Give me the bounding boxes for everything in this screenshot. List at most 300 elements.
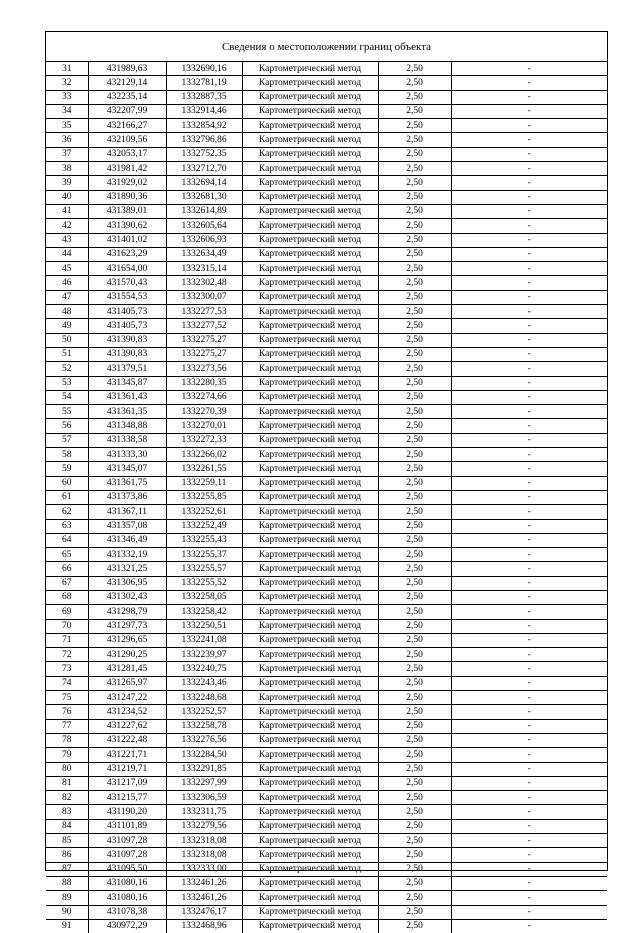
coordinate-x-cell: 431190,20 bbox=[88, 805, 166, 819]
coordinate-y-cell: 1332476,17 bbox=[166, 905, 242, 919]
coordinate-x-cell: 431234,52 bbox=[88, 705, 166, 719]
description-cell: - bbox=[451, 705, 607, 719]
coordinate-x-cell: 431361,75 bbox=[88, 476, 166, 490]
accuracy-cell: 2,50 bbox=[378, 62, 451, 76]
description-cell: - bbox=[451, 305, 607, 319]
method-cell: Картометрический метод bbox=[242, 462, 378, 476]
method-cell: Картометрический метод bbox=[242, 119, 378, 133]
coordinate-y-cell: 1332270,01 bbox=[166, 419, 242, 433]
accuracy-cell: 2,50 bbox=[378, 147, 451, 161]
table-row bbox=[46, 605, 607, 619]
coordinate-x-cell: 431361,43 bbox=[88, 390, 166, 404]
table-row bbox=[46, 919, 607, 933]
description-cell: - bbox=[451, 805, 607, 819]
coordinate-y-cell: 1332468,96 bbox=[166, 919, 242, 933]
method-cell: Картометрический метод bbox=[242, 233, 378, 247]
description-cell: - bbox=[451, 176, 607, 190]
accuracy-cell: 2,50 bbox=[378, 562, 451, 576]
accuracy-cell: 2,50 bbox=[378, 862, 451, 876]
coordinate-y-cell: 1332250,51 bbox=[166, 619, 242, 633]
description-cell: - bbox=[451, 162, 607, 176]
table-row bbox=[46, 233, 607, 247]
point-number-cell: 59 bbox=[46, 462, 88, 476]
coordinate-x-cell: 431390,83 bbox=[88, 333, 166, 347]
coordinate-x-cell: 431357,08 bbox=[88, 519, 166, 533]
point-number-cell: 58 bbox=[46, 448, 88, 462]
method-cell: Картометрический метод bbox=[242, 576, 378, 590]
coordinate-x-cell: 431215,77 bbox=[88, 791, 166, 805]
coordinate-y-cell: 1332284,50 bbox=[166, 748, 242, 762]
coordinate-x-cell: 431981,42 bbox=[88, 162, 166, 176]
description-cell: - bbox=[451, 862, 607, 876]
point-number-cell: 52 bbox=[46, 362, 88, 376]
table-row bbox=[46, 305, 607, 319]
table-row bbox=[46, 204, 607, 218]
accuracy-cell: 2,50 bbox=[378, 590, 451, 604]
table-row bbox=[46, 505, 607, 519]
coordinate-y-cell: 1332275,27 bbox=[166, 333, 242, 347]
table-row bbox=[46, 819, 607, 833]
point-number-cell: 68 bbox=[46, 590, 88, 604]
coordinate-x-cell: 431302,43 bbox=[88, 590, 166, 604]
description-cell: - bbox=[451, 319, 607, 333]
description-cell: - bbox=[451, 819, 607, 833]
coordinate-y-cell: 1332255,43 bbox=[166, 533, 242, 547]
description-cell: - bbox=[451, 276, 607, 290]
coordinate-y-cell: 1332306,59 bbox=[166, 791, 242, 805]
table-row bbox=[46, 176, 607, 190]
point-number-cell: 79 bbox=[46, 748, 88, 762]
coordinate-y-cell: 1332255,85 bbox=[166, 490, 242, 504]
point-number-cell: 65 bbox=[46, 548, 88, 562]
coordinate-y-cell: 1332887,35 bbox=[166, 90, 242, 104]
table-row bbox=[46, 719, 607, 733]
coordinate-y-cell: 1332255,37 bbox=[166, 548, 242, 562]
description-cell: - bbox=[451, 505, 607, 519]
accuracy-cell: 2,50 bbox=[378, 319, 451, 333]
point-number-cell: 41 bbox=[46, 204, 88, 218]
accuracy-cell: 2,50 bbox=[378, 233, 451, 247]
coordinate-x-cell: 431097,28 bbox=[88, 834, 166, 848]
method-cell: Картометрический метод bbox=[242, 76, 378, 90]
coordinate-y-cell: 1332318,08 bbox=[166, 834, 242, 848]
method-cell: Картометрический метод bbox=[242, 533, 378, 547]
coordinate-x-cell: 431097,28 bbox=[88, 848, 166, 862]
coordinate-x-cell: 431332,19 bbox=[88, 548, 166, 562]
coordinate-y-cell: 1332318,08 bbox=[166, 848, 242, 862]
description-cell: - bbox=[451, 62, 607, 76]
table-row bbox=[46, 76, 607, 90]
coordinate-y-cell: 1332252,49 bbox=[166, 519, 242, 533]
method-cell: Картометрический метод bbox=[242, 376, 378, 390]
method-cell: Картометрический метод bbox=[242, 662, 378, 676]
coordinate-y-cell: 1332914,46 bbox=[166, 104, 242, 118]
method-cell: Картометрический метод bbox=[242, 505, 378, 519]
method-cell: Картометрический метод bbox=[242, 805, 378, 819]
description-cell: - bbox=[451, 262, 607, 276]
coordinate-y-cell: 1332315,14 bbox=[166, 262, 242, 276]
method-cell: Картометрический метод bbox=[242, 147, 378, 161]
table-body bbox=[46, 62, 607, 933]
table-row bbox=[46, 834, 607, 848]
coordinate-y-cell: 1332302,48 bbox=[166, 276, 242, 290]
coordinate-x-cell: 431338,58 bbox=[88, 433, 166, 447]
method-cell: Картометрический метод bbox=[242, 748, 378, 762]
method-cell: Картометрический метод bbox=[242, 419, 378, 433]
point-number-cell: 80 bbox=[46, 762, 88, 776]
accuracy-cell: 2,50 bbox=[378, 676, 451, 690]
coordinate-x-cell: 431989,63 bbox=[88, 62, 166, 76]
coordinate-y-cell: 1332255,57 bbox=[166, 562, 242, 576]
coordinate-x-cell: 431346,49 bbox=[88, 533, 166, 547]
coordinate-x-cell: 431379,51 bbox=[88, 362, 166, 376]
coordinate-x-cell: 431281,45 bbox=[88, 662, 166, 676]
table-row bbox=[46, 891, 607, 905]
method-cell: Картометрический метод bbox=[242, 262, 378, 276]
table-row bbox=[46, 319, 607, 333]
point-number-cell: 67 bbox=[46, 576, 88, 590]
accuracy-cell: 2,50 bbox=[378, 505, 451, 519]
accuracy-cell: 2,50 bbox=[378, 362, 451, 376]
table-row bbox=[46, 619, 607, 633]
point-number-cell: 84 bbox=[46, 819, 88, 833]
accuracy-cell: 2,50 bbox=[378, 219, 451, 233]
method-cell: Картометрический метод bbox=[242, 176, 378, 190]
method-cell: Картометрический метод bbox=[242, 633, 378, 647]
accuracy-cell: 2,50 bbox=[378, 605, 451, 619]
method-cell: Картометрический метод bbox=[242, 862, 378, 876]
table-row bbox=[46, 262, 607, 276]
coordinate-y-cell: 1332854,92 bbox=[166, 119, 242, 133]
accuracy-cell: 2,50 bbox=[378, 490, 451, 504]
description-cell: - bbox=[451, 490, 607, 504]
description-cell: - bbox=[451, 919, 607, 933]
coordinate-y-cell: 1332694,14 bbox=[166, 176, 242, 190]
description-cell: - bbox=[451, 733, 607, 747]
point-number-cell: 64 bbox=[46, 533, 88, 547]
description-cell: - bbox=[451, 233, 607, 247]
description-cell: - bbox=[451, 762, 607, 776]
table-row bbox=[46, 633, 607, 647]
coordinate-y-cell: 1332461,26 bbox=[166, 876, 242, 890]
table-row bbox=[46, 362, 607, 376]
method-cell: Картометрический метод bbox=[242, 733, 378, 747]
table-row bbox=[46, 119, 607, 133]
table-row bbox=[46, 462, 607, 476]
coordinate-y-cell: 1332690,16 bbox=[166, 62, 242, 76]
method-cell: Картометрический метод bbox=[242, 162, 378, 176]
method-cell: Картометрический метод bbox=[242, 605, 378, 619]
method-cell: Картометрический метод bbox=[242, 905, 378, 919]
point-number-cell: 88 bbox=[46, 876, 88, 890]
method-cell: Картометрический метод bbox=[242, 448, 378, 462]
accuracy-cell: 2,50 bbox=[378, 819, 451, 833]
accuracy-cell: 2,50 bbox=[378, 433, 451, 447]
accuracy-cell: 2,50 bbox=[378, 262, 451, 276]
method-cell: Картометрический метод bbox=[242, 319, 378, 333]
coordinate-x-cell: 431554,53 bbox=[88, 290, 166, 304]
accuracy-cell: 2,50 bbox=[378, 419, 451, 433]
method-cell: Картометрический метод bbox=[242, 347, 378, 361]
point-number-cell: 87 bbox=[46, 862, 88, 876]
description-cell: - bbox=[451, 133, 607, 147]
table-row bbox=[46, 776, 607, 790]
point-number-cell: 62 bbox=[46, 505, 88, 519]
point-number-cell: 44 bbox=[46, 247, 88, 261]
coordinate-x-cell: 431080,16 bbox=[88, 891, 166, 905]
accuracy-cell: 2,50 bbox=[378, 376, 451, 390]
table-row bbox=[46, 104, 607, 118]
point-number-cell: 56 bbox=[46, 419, 88, 433]
accuracy-cell: 2,50 bbox=[378, 119, 451, 133]
coordinate-x-cell: 431095,50 bbox=[88, 862, 166, 876]
coordinate-y-cell: 1332279,56 bbox=[166, 819, 242, 833]
accuracy-cell: 2,50 bbox=[378, 891, 451, 905]
coordinate-y-cell: 1332273,56 bbox=[166, 362, 242, 376]
coordinate-y-cell: 1332274,66 bbox=[166, 390, 242, 404]
table-row bbox=[46, 876, 607, 890]
method-cell: Картометрический метод bbox=[242, 219, 378, 233]
accuracy-cell: 2,50 bbox=[378, 748, 451, 762]
coordinate-y-cell: 1332297,99 bbox=[166, 776, 242, 790]
coordinate-x-cell: 431296,65 bbox=[88, 633, 166, 647]
accuracy-cell: 2,50 bbox=[378, 648, 451, 662]
method-cell: Картометрический метод bbox=[242, 276, 378, 290]
accuracy-cell: 2,50 bbox=[378, 719, 451, 733]
point-number-cell: 48 bbox=[46, 305, 88, 319]
point-number-cell: 33 bbox=[46, 90, 88, 104]
point-number-cell: 51 bbox=[46, 347, 88, 361]
accuracy-cell: 2,50 bbox=[378, 176, 451, 190]
table-row bbox=[46, 276, 607, 290]
point-number-cell: 90 bbox=[46, 905, 88, 919]
method-cell: Картометрический метод bbox=[242, 90, 378, 104]
description-cell: - bbox=[451, 476, 607, 490]
description-cell: - bbox=[451, 405, 607, 419]
point-number-cell: 61 bbox=[46, 490, 88, 504]
coordinate-x-cell: 431929,02 bbox=[88, 176, 166, 190]
method-cell: Картометрический метод bbox=[242, 305, 378, 319]
point-number-cell: 83 bbox=[46, 805, 88, 819]
coordinate-y-cell: 1332272,33 bbox=[166, 433, 242, 447]
method-cell: Картометрический метод bbox=[242, 519, 378, 533]
description-cell: - bbox=[451, 533, 607, 547]
method-cell: Картометрический метод bbox=[242, 247, 378, 261]
point-number-cell: 38 bbox=[46, 162, 88, 176]
method-cell: Картометрический метод bbox=[242, 648, 378, 662]
point-number-cell: 57 bbox=[46, 433, 88, 447]
accuracy-cell: 2,50 bbox=[378, 90, 451, 104]
method-cell: Картометрический метод bbox=[242, 676, 378, 690]
description-cell: - bbox=[451, 876, 607, 890]
accuracy-cell: 2,50 bbox=[378, 448, 451, 462]
description-cell: - bbox=[451, 333, 607, 347]
method-cell: Картометрический метод bbox=[242, 405, 378, 419]
description-cell: - bbox=[451, 247, 607, 261]
description-cell: - bbox=[451, 648, 607, 662]
coordinate-x-cell: 431345,07 bbox=[88, 462, 166, 476]
coordinate-y-cell: 1332258,05 bbox=[166, 590, 242, 604]
description-cell: - bbox=[451, 204, 607, 218]
coordinate-y-cell: 1332291,85 bbox=[166, 762, 242, 776]
coordinate-x-cell: 431890,36 bbox=[88, 190, 166, 204]
table-row bbox=[46, 490, 607, 504]
table-row bbox=[46, 333, 607, 347]
method-cell: Картометрический метод bbox=[242, 390, 378, 404]
accuracy-cell: 2,50 bbox=[378, 919, 451, 933]
point-number-cell: 74 bbox=[46, 676, 88, 690]
coordinate-y-cell: 1332752,35 bbox=[166, 147, 242, 161]
description-cell: - bbox=[451, 605, 607, 619]
point-number-cell: 43 bbox=[46, 233, 88, 247]
description-cell: - bbox=[451, 347, 607, 361]
description-cell: - bbox=[451, 834, 607, 848]
accuracy-cell: 2,50 bbox=[378, 390, 451, 404]
coordinate-y-cell: 1332258,78 bbox=[166, 719, 242, 733]
accuracy-cell: 2,50 bbox=[378, 204, 451, 218]
table-row bbox=[46, 748, 607, 762]
method-cell: Картометрический метод bbox=[242, 691, 378, 705]
coordinate-y-cell: 1332240,75 bbox=[166, 662, 242, 676]
description-cell: - bbox=[451, 390, 607, 404]
point-number-cell: 39 bbox=[46, 176, 88, 190]
accuracy-cell: 2,50 bbox=[378, 848, 451, 862]
method-cell: Картометрический метод bbox=[242, 590, 378, 604]
accuracy-cell: 2,50 bbox=[378, 162, 451, 176]
accuracy-cell: 2,50 bbox=[378, 405, 451, 419]
method-cell: Картометрический метод bbox=[242, 876, 378, 890]
coordinate-x-cell: 431623,29 bbox=[88, 247, 166, 261]
accuracy-cell: 2,50 bbox=[378, 519, 451, 533]
point-number-cell: 81 bbox=[46, 776, 88, 790]
table-row bbox=[46, 133, 607, 147]
description-cell: - bbox=[451, 519, 607, 533]
coordinate-x-cell: 431367,11 bbox=[88, 505, 166, 519]
description-cell: - bbox=[451, 548, 607, 562]
accuracy-cell: 2,50 bbox=[378, 576, 451, 590]
point-number-cell: 86 bbox=[46, 848, 88, 862]
description-cell: - bbox=[451, 776, 607, 790]
point-number-cell: 82 bbox=[46, 791, 88, 805]
point-number-cell: 46 bbox=[46, 276, 88, 290]
table-row bbox=[46, 247, 607, 261]
coordinate-y-cell: 1332252,61 bbox=[166, 505, 242, 519]
coordinate-y-cell: 1332258,42 bbox=[166, 605, 242, 619]
coordinate-x-cell: 432166,27 bbox=[88, 119, 166, 133]
coordinate-y-cell: 1332614,89 bbox=[166, 204, 242, 218]
coordinate-y-cell: 1332259,11 bbox=[166, 476, 242, 490]
accuracy-cell: 2,50 bbox=[378, 476, 451, 490]
table-row bbox=[46, 533, 607, 547]
description-cell: - bbox=[451, 619, 607, 633]
description-cell: - bbox=[451, 190, 607, 204]
table-row bbox=[46, 733, 607, 747]
coordinate-x-cell: 431401,02 bbox=[88, 233, 166, 247]
description-cell: - bbox=[451, 419, 607, 433]
method-cell: Картометрический метод bbox=[242, 791, 378, 805]
coordinate-x-cell: 431348,88 bbox=[88, 419, 166, 433]
boundary-points-table bbox=[46, 62, 607, 933]
point-number-cell: 47 bbox=[46, 290, 88, 304]
description-cell: - bbox=[451, 219, 607, 233]
point-number-cell: 69 bbox=[46, 605, 88, 619]
accuracy-cell: 2,50 bbox=[378, 133, 451, 147]
coordinate-x-cell: 431321,25 bbox=[88, 562, 166, 576]
method-cell: Картометрический метод bbox=[242, 919, 378, 933]
coordinate-y-cell: 1332781,19 bbox=[166, 76, 242, 90]
coordinate-x-cell: 431080,16 bbox=[88, 876, 166, 890]
coordinate-y-cell: 1332277,53 bbox=[166, 305, 242, 319]
point-number-cell: 49 bbox=[46, 319, 88, 333]
coordinate-x-cell: 431405,73 bbox=[88, 305, 166, 319]
coordinate-y-cell: 1332241,08 bbox=[166, 633, 242, 647]
coordinate-x-cell: 431078,38 bbox=[88, 905, 166, 919]
method-cell: Картометрический метод bbox=[242, 62, 378, 76]
accuracy-cell: 2,50 bbox=[378, 104, 451, 118]
coordinate-x-cell: 431389,01 bbox=[88, 204, 166, 218]
method-cell: Картометрический метод bbox=[242, 762, 378, 776]
table-row bbox=[46, 448, 607, 462]
accuracy-cell: 2,50 bbox=[378, 691, 451, 705]
document-frame bbox=[45, 31, 608, 932]
method-cell: Картометрический метод bbox=[242, 891, 378, 905]
method-cell: Картометрический метод bbox=[242, 204, 378, 218]
table-row bbox=[46, 147, 607, 161]
point-number-cell: 32 bbox=[46, 76, 88, 90]
description-cell: - bbox=[451, 119, 607, 133]
description-cell: - bbox=[451, 562, 607, 576]
table-row bbox=[46, 905, 607, 919]
point-number-cell: 60 bbox=[46, 476, 88, 490]
point-number-cell: 54 bbox=[46, 390, 88, 404]
accuracy-cell: 2,50 bbox=[378, 662, 451, 676]
table-row bbox=[46, 419, 607, 433]
accuracy-cell: 2,50 bbox=[378, 733, 451, 747]
coordinate-y-cell: 1332248,68 bbox=[166, 691, 242, 705]
method-cell: Картометрический метод bbox=[242, 562, 378, 576]
accuracy-cell: 2,50 bbox=[378, 633, 451, 647]
accuracy-cell: 2,50 bbox=[378, 276, 451, 290]
point-number-cell: 35 bbox=[46, 119, 88, 133]
coordinate-y-cell: 1332276,56 bbox=[166, 733, 242, 747]
coordinate-y-cell: 1332681,30 bbox=[166, 190, 242, 204]
point-number-cell: 40 bbox=[46, 190, 88, 204]
coordinate-y-cell: 1332634,49 bbox=[166, 247, 242, 261]
accuracy-cell: 2,50 bbox=[378, 876, 451, 890]
point-number-cell: 53 bbox=[46, 376, 88, 390]
coordinate-x-cell: 432129,14 bbox=[88, 76, 166, 90]
table-row bbox=[46, 62, 607, 76]
method-cell: Картометрический метод bbox=[242, 104, 378, 118]
point-number-cell: 76 bbox=[46, 705, 88, 719]
description-cell: - bbox=[451, 719, 607, 733]
accuracy-cell: 2,50 bbox=[378, 805, 451, 819]
point-number-cell: 42 bbox=[46, 219, 88, 233]
method-cell: Картометрический метод bbox=[242, 490, 378, 504]
table-row bbox=[46, 848, 607, 862]
table-row bbox=[46, 162, 607, 176]
method-cell: Картометрический метод bbox=[242, 548, 378, 562]
coordinate-x-cell: 431390,62 bbox=[88, 219, 166, 233]
table-row bbox=[46, 705, 607, 719]
coordinate-x-cell: 432109,56 bbox=[88, 133, 166, 147]
table-row bbox=[46, 376, 607, 390]
coordinate-x-cell: 431306,95 bbox=[88, 576, 166, 590]
point-number-cell: 55 bbox=[46, 405, 88, 419]
accuracy-cell: 2,50 bbox=[378, 705, 451, 719]
accuracy-cell: 2,50 bbox=[378, 619, 451, 633]
accuracy-cell: 2,50 bbox=[378, 462, 451, 476]
